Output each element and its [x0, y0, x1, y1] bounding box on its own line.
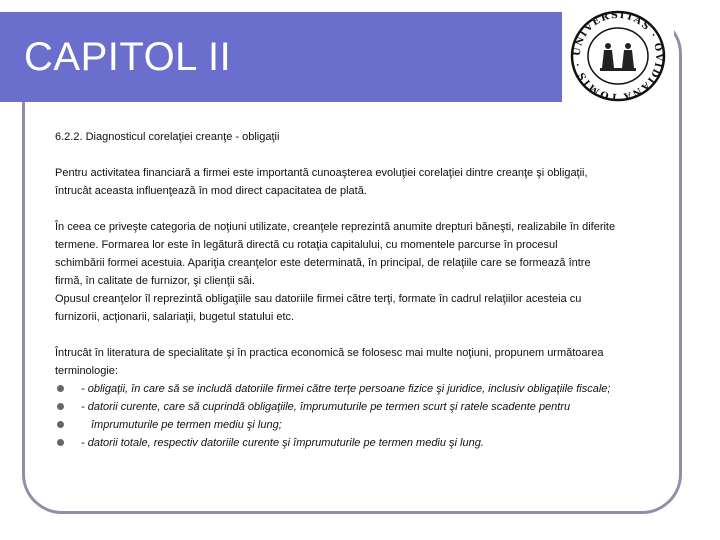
text-line: termene. Formarea lor este în legătură directă cu rotaţia capitalului, cu momentele parcurse în procesul — [55, 239, 558, 251]
university-seal-logo — [564, 8, 672, 104]
list-item: - obligaţii, în care să se includă datoriile firmei către terţe persoane fizice şi juridice, inclusiv obligaţiile fiscale; — [55, 380, 663, 398]
text-line: schimbării formei acestuia. Apariţia creanţelor este determinată, în principal, de relaţiile care se formează între — [55, 257, 591, 269]
text-line: Întrucât în literatura de specialitate şi în practica economică se folosesc mai multe noţiuni, propunem următoarea — [55, 347, 604, 359]
seal-figures-icon — [600, 43, 636, 71]
seal-text: TOMIS · UNIVERSITAS · OVIDIANA — [571, 9, 665, 103]
slide-content — [55, 128, 663, 452]
text-line: Opusul creanţelor îl reprezintă obligaţiile sau datoriile firmei către terţi, formate în cadrul relaţiilor acesteia cu — [55, 293, 582, 305]
list-item: - datorii totale, respectiv datoriile curente şi împrumuturile pe termen mediu şi lung. — [55, 434, 663, 452]
terminology-list — [55, 380, 663, 452]
bullet-icon — [57, 439, 64, 446]
paragraph-2 — [55, 218, 663, 326]
text-line: În ceea ce priveşte categoria de noţiuni utilizate, creanţele reprezintă anumite drepturi băneşti, realizabile în diferite — [55, 221, 616, 233]
section-heading: 6.2.2. Diagnosticul corelaţiei creanţe - obligaţii — [55, 131, 280, 143]
list-item: - datorii curente, care să cuprindă obligaţiile, împrumuturile pe termen scurt şi ratele scadente pentru — [55, 398, 663, 416]
text-line: Pentru activitatea financiară a firmei este importantă cunoaşterea evoluţiei corelaţiei dintre creanţe şi obligaţii, — [55, 167, 588, 179]
paragraph-1 — [55, 164, 663, 200]
bullet-icon — [57, 385, 64, 392]
bullet-icon — [57, 421, 64, 428]
text-line: întrucât aceasta influenţează în mod direct capacitatea de plată. — [55, 185, 367, 197]
bullet-icon — [57, 403, 64, 410]
text-line: furnizorii, acţionarii, salariaţii, bugetul statului etc. — [55, 311, 295, 323]
text-line: firmă, în calitate de furnizor, şi clienţii săi. — [55, 275, 255, 287]
text-line: terminologie: — [55, 365, 118, 377]
paragraph-3 — [55, 344, 663, 452]
list-item: împrumuturile pe termen mediu şi lung; — [55, 416, 663, 434]
slide-title: CAPITOL II — [24, 35, 232, 79]
